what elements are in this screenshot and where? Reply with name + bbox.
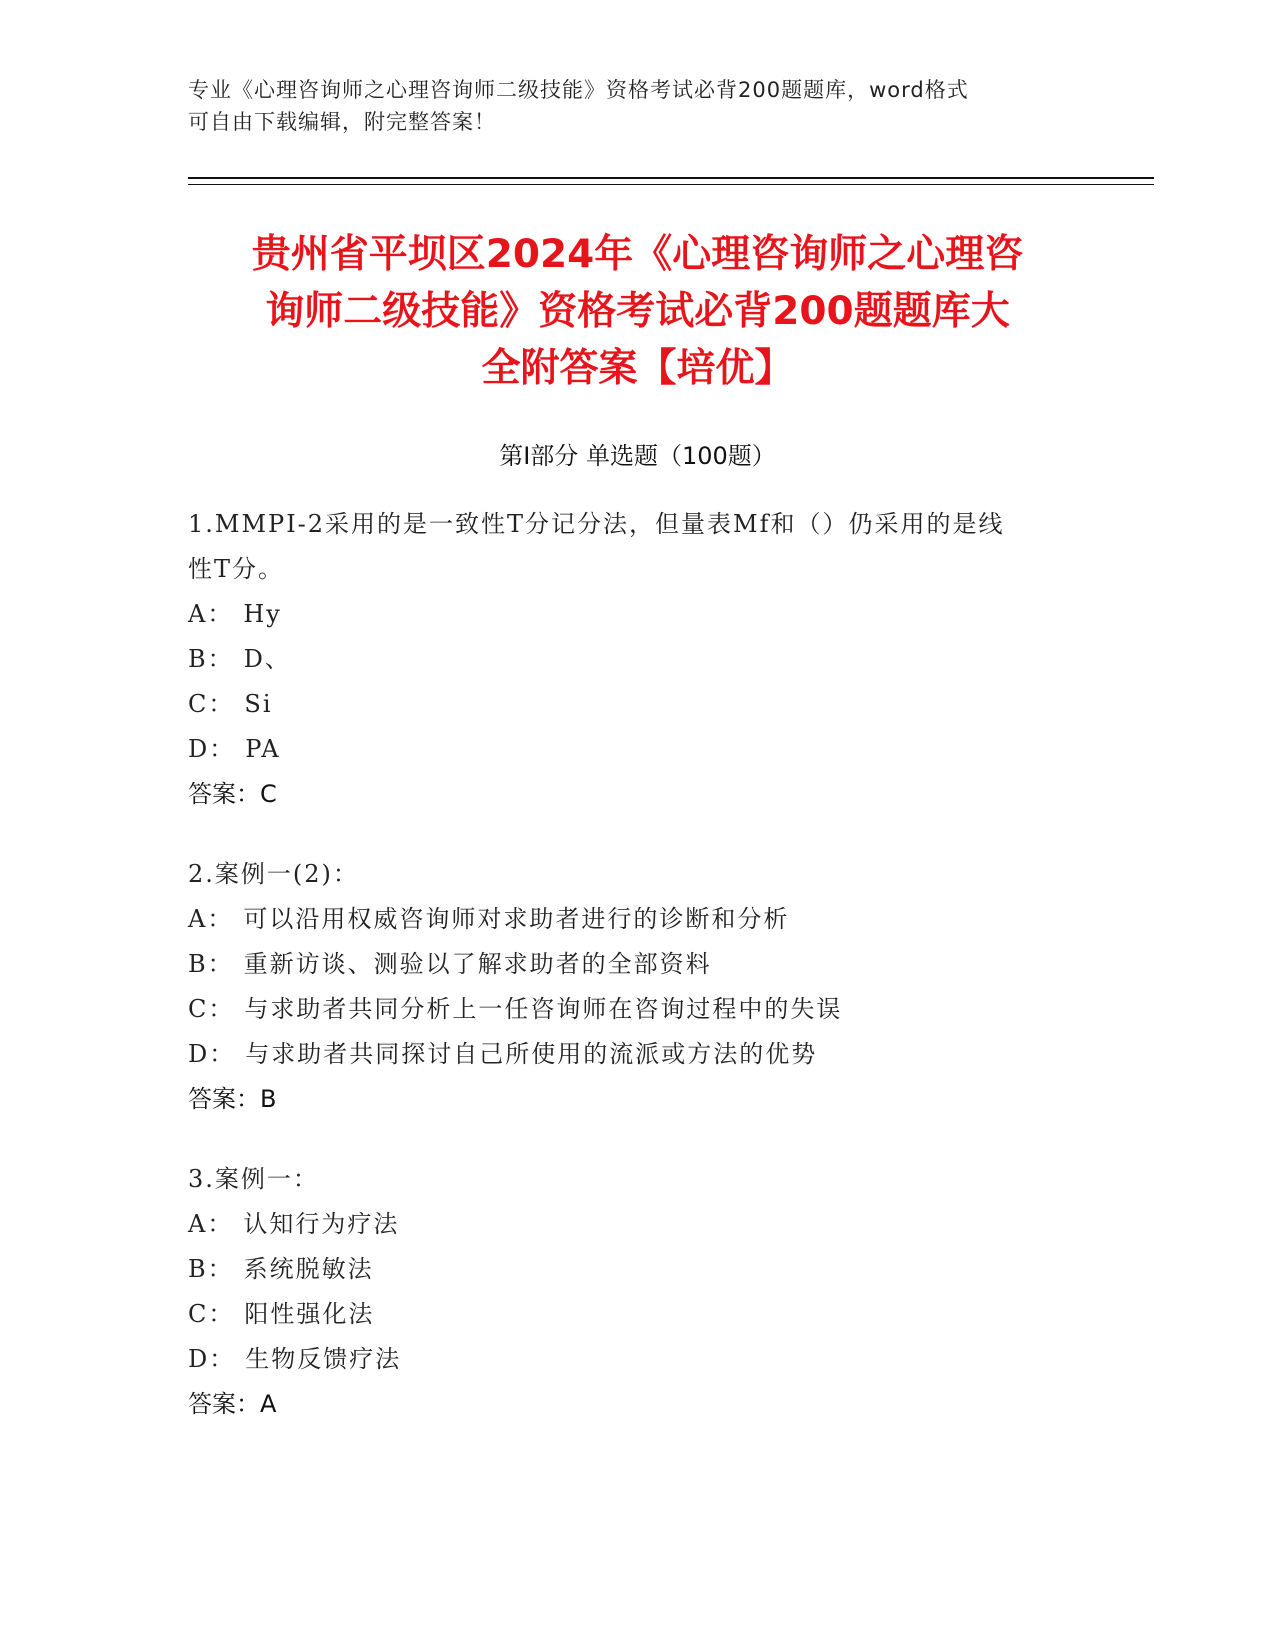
- document-title-line-2: 询师二级技能》资格考试必背200题题库大: [265, 289, 1010, 334]
- option-a: [188, 897, 1088, 942]
- option-text: 与求助者共同探讨自己所使用的流派或方法的优势: [245, 1040, 818, 1068]
- question-stem-line-2: 性T分。: [188, 555, 285, 583]
- option-d: [188, 727, 1088, 772]
- option-text: 生物反馈疗法: [245, 1345, 402, 1373]
- option-key: D：: [188, 1040, 236, 1068]
- option-text: Si: [244, 690, 273, 718]
- option-d: [188, 1337, 1088, 1382]
- option-d: [188, 1032, 1088, 1077]
- question-stem-line-1: 1.MMPI-2采用的是一致性T分记分法，但量表Mf和（）仍采用的是线: [188, 510, 1005, 538]
- answer-line: 答案：B: [188, 1085, 277, 1113]
- option-key: B：: [188, 1255, 234, 1283]
- option-c: [188, 987, 1088, 1032]
- option-c: [188, 1292, 1088, 1337]
- option-text: D、: [243, 645, 291, 673]
- document-title-line-1: 贵州省平坝区2024年《心理咨询师之心理咨: [251, 232, 1024, 277]
- header-divider-thin: [188, 184, 1154, 185]
- option-key: A：: [188, 600, 234, 628]
- option-key: C：: [188, 995, 235, 1023]
- option-b: [188, 942, 1088, 987]
- option-key: B：: [188, 645, 234, 673]
- option-key: D：: [188, 1345, 236, 1373]
- header-note: [188, 74, 1088, 138]
- question-2: [188, 852, 1088, 1122]
- option-text: 认知行为疗法: [243, 1210, 400, 1238]
- question-1: [188, 502, 1088, 817]
- option-key: A：: [188, 905, 234, 933]
- question-3: [188, 1157, 1088, 1427]
- option-text: 重新访谈、测验以了解求助者的全部资料: [243, 950, 712, 978]
- answer-line: 答案：C: [188, 780, 277, 808]
- option-text: 系统脱敏法: [243, 1255, 374, 1283]
- option-c: [188, 682, 1088, 727]
- option-text: 可以沿用权威咨询师对求助者进行的诊断和分析: [243, 905, 790, 933]
- answer-line: 答案：A: [188, 1390, 277, 1418]
- option-key: A：: [188, 1210, 234, 1238]
- option-b: [188, 637, 1088, 682]
- header-note-line-1: 专业《心理咨询师之心理咨询师二级技能》资格考试必背200题题库，word格式: [188, 78, 969, 102]
- section-title: 第Ⅰ部分 单选题（100题）: [499, 442, 776, 470]
- option-text: PA: [245, 735, 281, 763]
- question-stem: 2.案例一(2)：: [188, 860, 359, 888]
- option-text: 阳性强化法: [244, 1300, 375, 1328]
- option-b: [188, 1247, 1088, 1292]
- option-key: D：: [188, 735, 236, 763]
- document-title: [160, 226, 1115, 397]
- option-text: Hy: [243, 600, 282, 628]
- option-key: C：: [188, 690, 235, 718]
- option-key: C：: [188, 1300, 235, 1328]
- question-stem: 3.案例一：: [188, 1165, 319, 1193]
- document-title-line-3: 全附答案【培优】: [481, 346, 794, 391]
- header-divider-thick: [188, 177, 1154, 179]
- option-key: B：: [188, 950, 234, 978]
- header-note-line-2: 可自由下载编辑，附完整答案！: [188, 110, 496, 134]
- option-a: [188, 592, 1088, 637]
- option-text: 与求助者共同分析上一任咨询师在咨询过程中的失误: [244, 995, 843, 1023]
- option-a: [188, 1202, 1088, 1247]
- question-stem: [188, 502, 1088, 592]
